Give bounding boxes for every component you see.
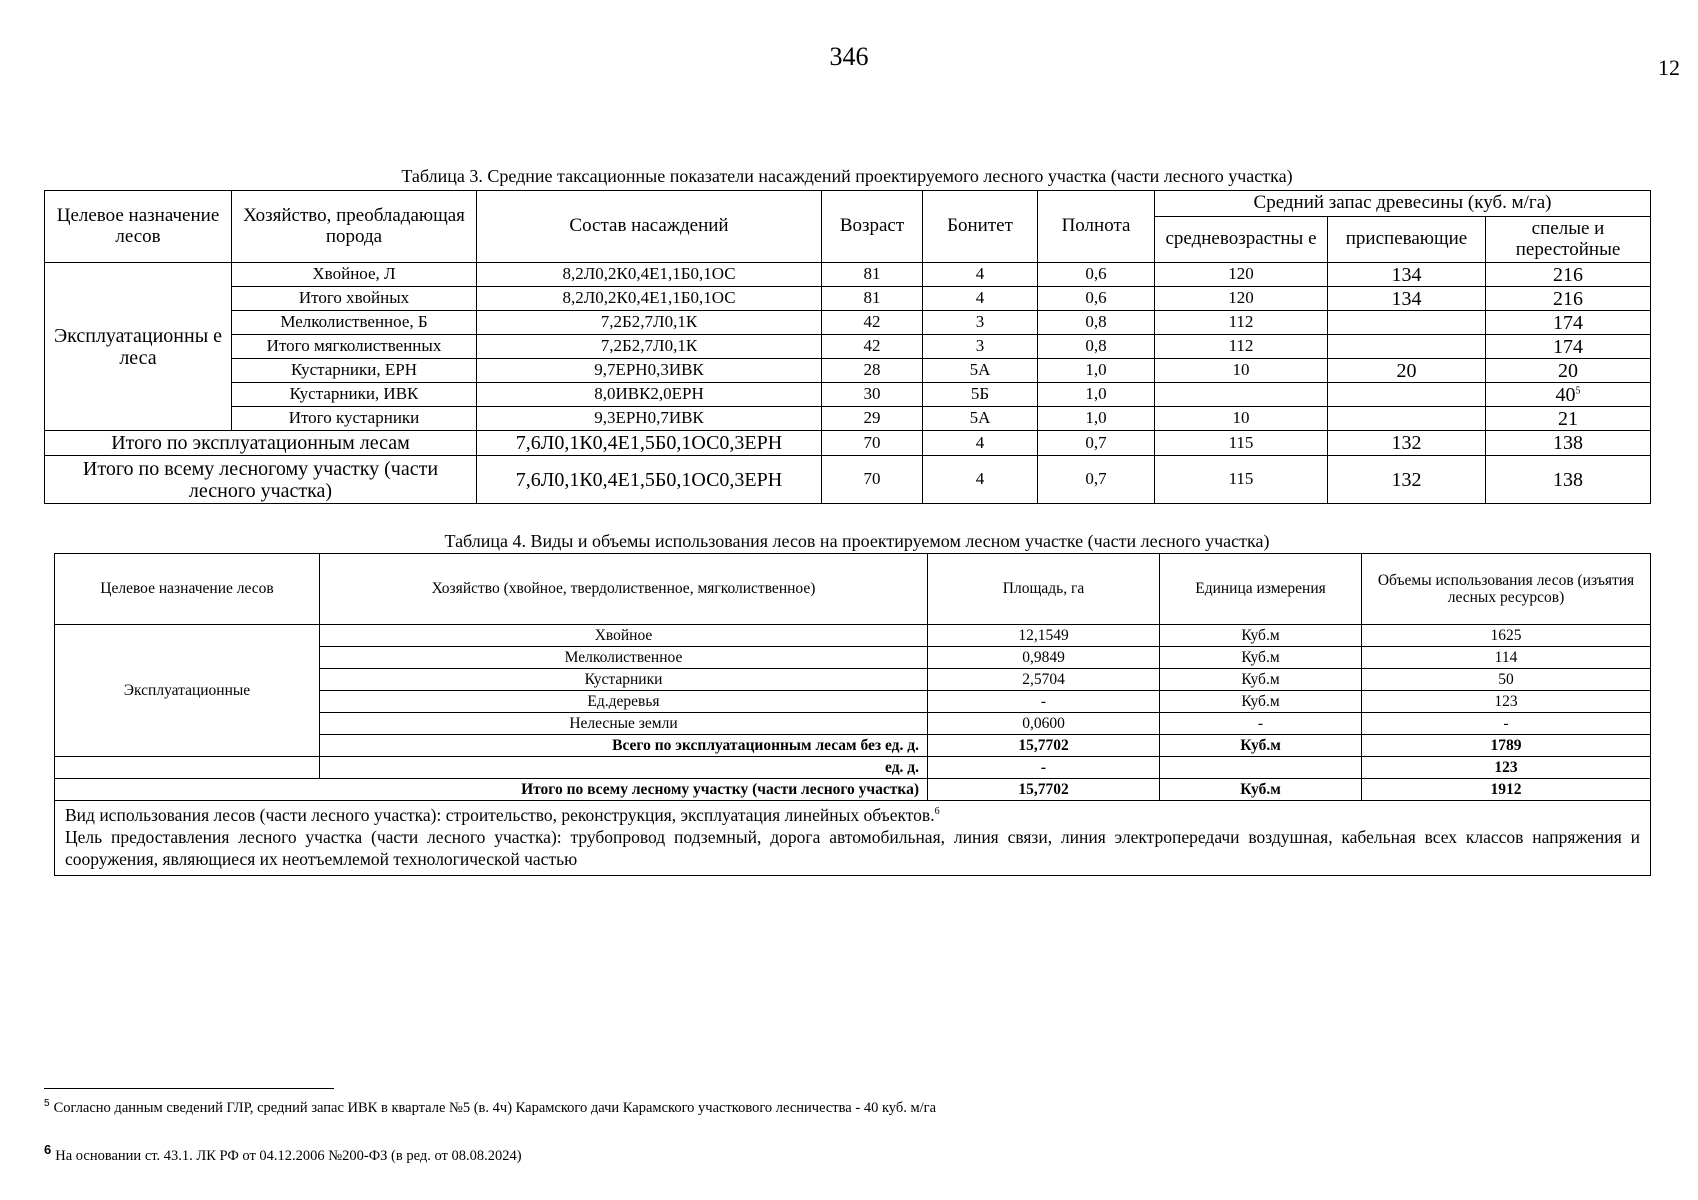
cell-unit: Куб.м xyxy=(1160,669,1362,691)
table-row xyxy=(45,311,1651,335)
cell-farm: Хвойное, Л xyxy=(232,263,477,287)
total-label: Итого по эксплуатационным лесам xyxy=(45,431,477,456)
cell-middle-aged: 115 xyxy=(1155,431,1328,456)
cell-bonitet: 5А xyxy=(923,407,1038,431)
cell-density: 0,7 xyxy=(1038,431,1155,456)
total-row xyxy=(55,779,1651,801)
header-maturing: приспевающие xyxy=(1328,217,1486,263)
header-composition: Состав насаждений xyxy=(477,191,822,263)
cell-unit: - xyxy=(1160,713,1362,735)
table3-caption: Таблица 3. Средние таксационные показатели насаждений проектируемого лесного участка (части лесного участка) xyxy=(401,166,1293,186)
cell-maturing xyxy=(1328,407,1486,431)
cell-unit: Куб.м xyxy=(1160,625,1362,647)
cell-maturing: 132 xyxy=(1328,456,1486,504)
cell-mature: 216 xyxy=(1486,263,1651,287)
footnote-text: На основании ст. 43.1. ЛК РФ от 04.12.2006 №200-ФЗ (в ред. от 08.08.2024) xyxy=(55,1147,522,1164)
cell-bonitet: 4 xyxy=(923,431,1038,456)
cell-bonitet: 3 xyxy=(923,335,1038,359)
cell-area: 12,1549 xyxy=(928,625,1160,647)
cell-area: - xyxy=(928,757,1160,779)
cell-age: 30 xyxy=(822,383,923,407)
cell-age: 42 xyxy=(822,335,923,359)
cell-volume: 123 xyxy=(1362,757,1651,779)
table-row xyxy=(45,359,1651,383)
total-row xyxy=(45,431,1651,456)
cell-mature: 174 xyxy=(1486,335,1651,359)
subtotal-label: Всего по эксплуатационным лесам без ед. д. xyxy=(320,735,928,757)
cell-density: 0,8 xyxy=(1038,335,1155,359)
cell-area: - xyxy=(928,691,1160,713)
cell-volume: 123 xyxy=(1362,691,1651,713)
cell-middle-aged xyxy=(1155,383,1328,407)
cell-farm: Кустарники, ИВК xyxy=(232,383,477,407)
cell-mature: 21 xyxy=(1486,407,1651,431)
page-number: 346 xyxy=(829,42,869,71)
cell-density: 0,7 xyxy=(1038,456,1155,504)
cell-unit: Куб.м xyxy=(1160,691,1362,713)
footnote-text: Согласно данным сведений ГЛР, средний запас ИВК в квартале №5 (в. 4ч) Карамского дачи Карамского участкового лесничества - 40 куб. м/га xyxy=(53,1099,937,1116)
cell-composition: 7,6Л0,1К0,4Е1,5Б0,1ОС0,3ЕРН xyxy=(477,456,822,504)
cell-volume: 1789 xyxy=(1362,735,1651,757)
cell-mature-value: 40 xyxy=(1555,383,1576,406)
cell-volume: 1912 xyxy=(1362,779,1651,801)
cell-middle-aged: 10 xyxy=(1155,359,1328,383)
cell-maturing: 20 xyxy=(1328,359,1486,383)
footnote-ref-5: 5 xyxy=(1575,384,1581,396)
total-label: Итого по всему лесногому участку (части лесного участка) xyxy=(45,456,477,504)
cell-mature: 216 xyxy=(1486,287,1651,311)
cell-volume: 114 xyxy=(1362,647,1651,669)
cell-age: 28 xyxy=(822,359,923,383)
cell-middle-aged: 115 xyxy=(1155,456,1328,504)
cell-maturing: 134 xyxy=(1328,287,1486,311)
cell-unit: Куб.м xyxy=(1160,735,1362,757)
cell-middle-aged: 10 xyxy=(1155,407,1328,431)
cell-composition: 7,6Л0,1К0,4Е1,5Б0,1ОС0,3ЕРН xyxy=(477,431,822,456)
table4 xyxy=(54,553,1651,876)
total-row xyxy=(45,456,1651,504)
cell-maturing: 134 xyxy=(1328,263,1486,287)
table3 xyxy=(44,190,1651,504)
cell-maturing xyxy=(1328,335,1486,359)
table-row xyxy=(45,263,1651,287)
cell-area: 2,5704 xyxy=(928,669,1160,691)
cell-age: 42 xyxy=(822,311,923,335)
cell-composition: 9,3ЕРН0,7ИВК xyxy=(477,407,822,431)
cell-unit: Куб.м xyxy=(1160,647,1362,669)
header-density: Полнота xyxy=(1038,191,1155,263)
cell-age: 29 xyxy=(822,407,923,431)
footnote-divider xyxy=(44,1088,334,1089)
cell-density: 0,6 xyxy=(1038,287,1155,311)
cell-farm: Нелесные земли xyxy=(320,713,928,735)
cell-area: 15,7702 xyxy=(928,779,1160,801)
cell-maturing xyxy=(1328,383,1486,407)
cell-bonitet: 5А xyxy=(923,359,1038,383)
table4-caption: Таблица 4. Виды и объемы использования лесов на проектируемом лесном участке (части лесного участка) xyxy=(444,531,1270,551)
header-mature: спелые и перестойные xyxy=(1486,217,1651,263)
header-area: Площадь, га xyxy=(928,554,1160,625)
cell-bonitet: 4 xyxy=(923,456,1038,504)
cell-area: 0,9849 xyxy=(928,647,1160,669)
header-stock-group: Средний запас древесины (куб. м/га) xyxy=(1155,191,1651,217)
table-row xyxy=(55,625,1651,647)
cell-unit: Куб.м xyxy=(1160,779,1362,801)
cell-composition: 8,0ИВК2,0ЕРН xyxy=(477,383,822,407)
purpose-note: Цель предоставления лесного участка (части лесного участка): трубопровод подземный, дорога автомобильная, линия связи, линия электропередачи воздушная, кабельная всех классов напряжения и сооружения, являющиеся их неотъемлемой технологической частью xyxy=(65,826,1640,869)
footnote-5 xyxy=(44,1098,936,1117)
table-row xyxy=(45,407,1651,431)
cell-composition: 7,2Б2,7Л0,1К xyxy=(477,335,822,359)
cell-density: 1,0 xyxy=(1038,359,1155,383)
header-age: Возраст xyxy=(822,191,923,263)
cell-maturing: 132 xyxy=(1328,431,1486,456)
cell-composition: 8,2Л0,2К0,4Е1,1Б0,1ОС xyxy=(477,287,822,311)
sheet-number: 12 xyxy=(1658,55,1680,80)
cell-middle-aged: 120 xyxy=(1155,287,1328,311)
cell-density: 0,6 xyxy=(1038,263,1155,287)
table-row xyxy=(45,335,1651,359)
cell-density: 1,0 xyxy=(1038,383,1155,407)
cell-farm: Кустарники xyxy=(320,669,928,691)
cell-age: 81 xyxy=(822,263,923,287)
cell-volume: 50 xyxy=(1362,669,1651,691)
cell-volume: - xyxy=(1362,713,1651,735)
cell-middle-aged: 112 xyxy=(1155,335,1328,359)
header-purpose: Целевое назначение лесов xyxy=(45,191,232,263)
purpose-group: Эксплуатационны е леса xyxy=(45,263,232,431)
footnote-mark: 5 xyxy=(44,1098,50,1109)
table-row xyxy=(45,287,1651,311)
single-trees-label: ед. д. xyxy=(320,757,928,779)
usage-type-text: Вид использования лесов (части лесного участка): строительство, реконструкция, эксплуатация линейных объектов. xyxy=(65,805,935,825)
cell-farm: Итого кустарники xyxy=(232,407,477,431)
cell-composition: 9,7ЕРН0,3ИВК xyxy=(477,359,822,383)
usage-type-note xyxy=(65,805,1640,827)
cell-area: 0,0600 xyxy=(928,713,1160,735)
cell-farm: Мелколиственное, Б xyxy=(232,311,477,335)
cell-farm: Итого мягколиственных xyxy=(232,335,477,359)
footnote-6 xyxy=(44,1142,522,1165)
purpose-group: Эксплуатационные xyxy=(55,625,320,757)
cell-maturing xyxy=(1328,311,1486,335)
cell-farm: Ед.деревья xyxy=(320,691,928,713)
header-volume: Объемы использования лесов (изъятия лесных ресурсов) xyxy=(1362,554,1651,625)
cell-bonitet: 5Б xyxy=(923,383,1038,407)
header-purpose: Целевое назначение лесов xyxy=(55,554,320,625)
header-farm: Хозяйство (хвойное, твердолиственное, мягколиственное) xyxy=(320,554,928,625)
notes-row xyxy=(55,801,1651,876)
usage-notes xyxy=(55,801,1651,876)
header-bonitet: Бонитет xyxy=(923,191,1038,263)
cell-middle-aged: 112 xyxy=(1155,311,1328,335)
cell-unit xyxy=(1160,757,1362,779)
cell-mature xyxy=(1486,383,1651,407)
cell-density: 1,0 xyxy=(1038,407,1155,431)
cell-mature: 138 xyxy=(1486,456,1651,504)
cell-age: 81 xyxy=(822,287,923,311)
cell-farm: Хвойное xyxy=(320,625,928,647)
cell-blank xyxy=(55,757,320,779)
cell-mature: 20 xyxy=(1486,359,1651,383)
cell-farm: Итого хвойных xyxy=(232,287,477,311)
cell-composition: 7,2Б2,7Л0,1К xyxy=(477,311,822,335)
header-unit: Единица измерения xyxy=(1160,554,1362,625)
single-trees-row xyxy=(55,757,1651,779)
cell-mature: 138 xyxy=(1486,431,1651,456)
cell-farm: Мелколиственное xyxy=(320,647,928,669)
cell-bonitet: 3 xyxy=(923,311,1038,335)
cell-farm: Кустарники, ЕРН xyxy=(232,359,477,383)
footnote-mark: 6 xyxy=(44,1142,52,1157)
cell-density: 0,8 xyxy=(1038,311,1155,335)
cell-mature: 174 xyxy=(1486,311,1651,335)
total-label: Итого по всему лесному участку (части лесного участка) xyxy=(55,779,928,801)
header-middle-aged: средневозрастны е xyxy=(1155,217,1328,263)
cell-age: 70 xyxy=(822,431,923,456)
cell-middle-aged: 120 xyxy=(1155,263,1328,287)
cell-bonitet: 4 xyxy=(923,263,1038,287)
cell-volume: 1625 xyxy=(1362,625,1651,647)
footnote-ref-6: 6 xyxy=(934,806,940,818)
cell-age: 70 xyxy=(822,456,923,504)
header-farm: Хозяйство, преобладающая порода xyxy=(232,191,477,263)
cell-bonitet: 4 xyxy=(923,287,1038,311)
cell-composition: 8,2Л0,2К0,4Е1,1Б0,1ОС xyxy=(477,263,822,287)
table-row xyxy=(45,383,1651,407)
cell-area: 15,7702 xyxy=(928,735,1160,757)
